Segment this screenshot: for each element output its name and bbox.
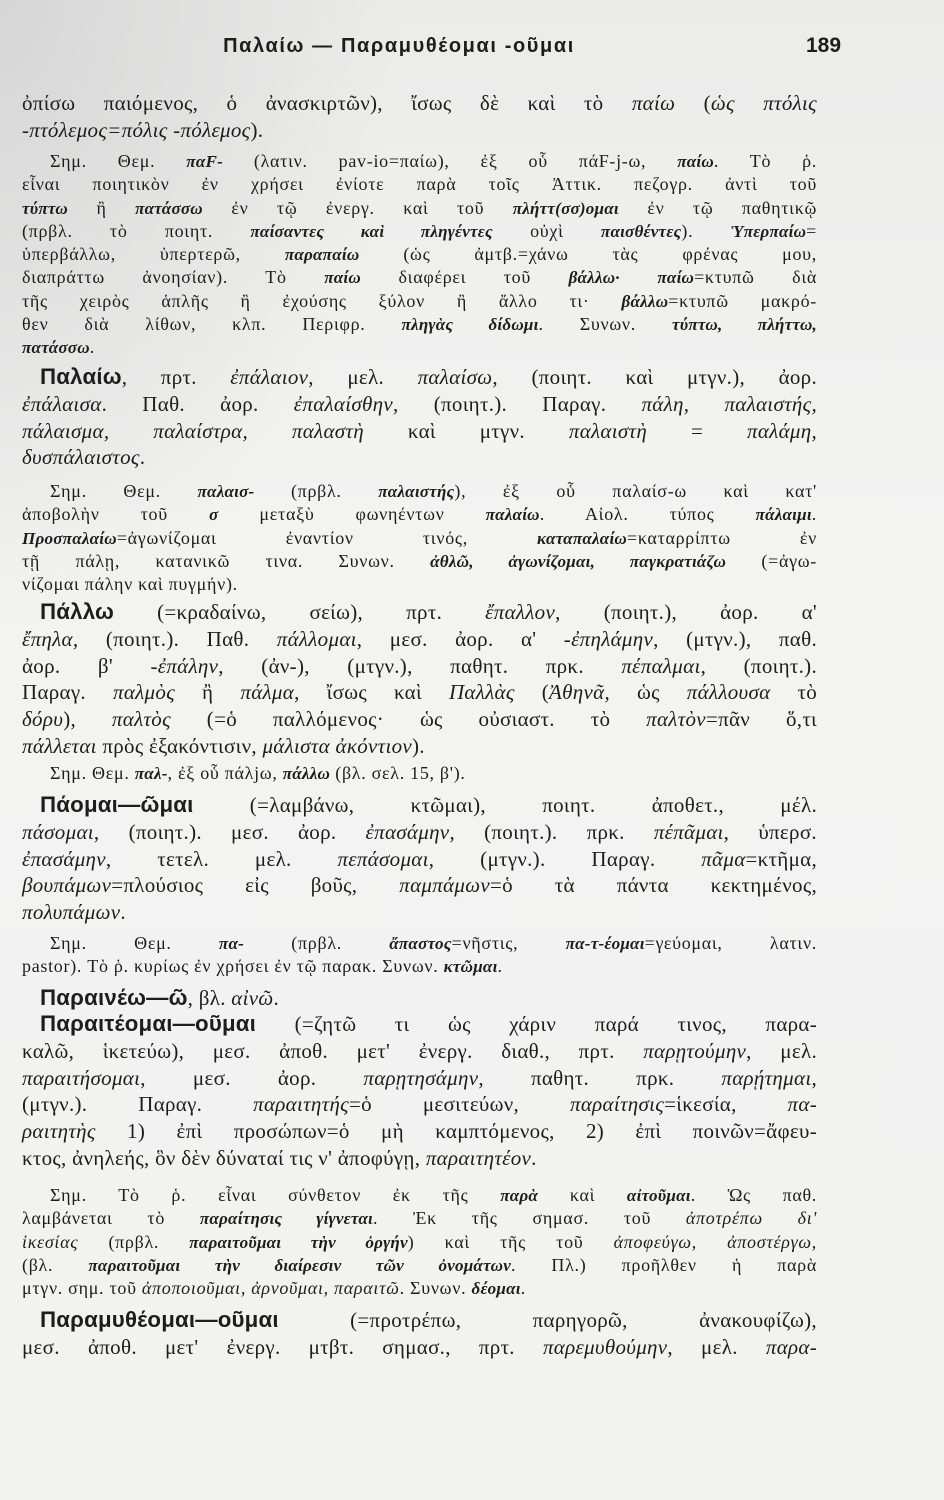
- text-run: (βλ. σελ. 15, β').: [330, 763, 466, 783]
- cited-form: παισθέντες: [600, 221, 682, 241]
- text-run: , (ποιητ.), ἀορ. α': [555, 600, 817, 624]
- italic-form: δόρυ: [22, 707, 64, 732]
- text-run: , (ποιητ.). μεσ. ἀορ.: [93, 819, 366, 844]
- text-line: [22, 846, 817, 873]
- cited-form: βάλλω: [621, 291, 669, 311]
- text-run: ).: [681, 220, 731, 241]
- text-run: οὐχὶ: [492, 220, 601, 241]
- italic-form: δυσπάλαιστος: [22, 445, 140, 470]
- italic-form: παραιτήσομαι: [22, 1065, 141, 1090]
- cited-form: πα-τ-έομαι: [565, 934, 645, 953]
- text-run: . Συνων.: [399, 1278, 472, 1299]
- text-line: [22, 1145, 817, 1172]
- italic-form: παρῃτησάμην: [363, 1065, 479, 1090]
- text-line: [22, 117, 817, 144]
- text-line: [22, 1091, 817, 1118]
- text-run: . Παθ. ἀορ.: [101, 391, 294, 416]
- text-run: Σημ. Θεμ.: [50, 933, 219, 953]
- italic-form: παρα-: [765, 1334, 818, 1359]
- headword: Πάλλω: [40, 599, 115, 624]
- text-run: . Πλ.) προῆλθεν ἡ παρὰ: [510, 1254, 817, 1275]
- text-run: , ἴσως καὶ: [294, 680, 449, 705]
- text-line: [22, 336, 817, 359]
- text-run: ὑπερβάλλω, ὑπερτερῶ,: [22, 244, 285, 265]
- cited-form: κτῶμαι: [443, 957, 498, 977]
- cited-form: πατάσσω: [135, 198, 203, 218]
- text-run: (πρβλ. τὸ ποιητ.: [22, 220, 251, 241]
- text-run: .: [520, 1278, 526, 1299]
- text-run: Σημ. Θεμ.: [50, 763, 135, 783]
- text-run: Σημ. Τὸ ῥ. εἶναι σύνθετον ἐκ τῆς: [50, 1185, 501, 1205]
- text-run: =ἀγωνίζομαι ἐναντίον τινός,: [116, 527, 538, 548]
- italic-form: πάλλουσα: [686, 680, 771, 705]
- cited-form: παραπαίω: [284, 245, 360, 265]
- text-run: . Ὡς παθ.: [690, 1185, 818, 1205]
- text-run: (λατιν. pav-io=παίω), ἐξ οὗ πάF-j-ω,: [222, 151, 678, 171]
- text-run: =ἱκεσία,: [664, 1092, 788, 1117]
- text-run: τῇ πάλῃ, κατανικῶ τινα. Συνων.: [22, 550, 431, 571]
- text-run: =ὁ μεσιτεύων,: [349, 1092, 570, 1117]
- text-line: [22, 573, 817, 596]
- cited-form: παλαιστής: [378, 482, 455, 501]
- text-run: ἀορ. β': [22, 653, 151, 678]
- text-run: , (ποιητ.).: [700, 653, 817, 678]
- cited-form: τύπτω: [22, 198, 68, 218]
- italic-form: παρῄτημαι: [721, 1065, 812, 1090]
- text-line: [22, 313, 817, 336]
- text-run: , μεσ. ἀορ. α': [356, 626, 564, 651]
- text-run: =: [806, 220, 817, 241]
- text-run: μτγν. σημ. τοῦ: [22, 1278, 142, 1299]
- text-run: . Ἐκ τῆς σημασ. τοῦ: [373, 1208, 686, 1229]
- text-run: =: [647, 418, 748, 443]
- italic-form: πολυπάμων: [22, 900, 121, 925]
- text-line: [22, 872, 817, 899]
- italic-form: μάλιστα ἀκόντιον: [262, 733, 413, 758]
- entry-paragraph: [22, 1011, 817, 1172]
- text-line: [22, 1011, 817, 1038]
- text-line: [22, 197, 817, 220]
- italic-form: παρεμυθούμην: [542, 1334, 668, 1359]
- text-run: μεταξὺ φωνηέντων: [218, 504, 486, 525]
- italic-form: ἀποφεύγω, ἀποστέργω,: [613, 1231, 817, 1252]
- cited-form: παίω: [657, 268, 695, 288]
- page-number: 189: [806, 34, 842, 57]
- text-run: καλῶ, ἱκετεύω), μεσ. ἀποθ. μετ' ἐνεργ. διαθ., πρτ.: [22, 1038, 644, 1063]
- text-run: εἶναι ποιητικὸν ἐν χρήσει ἐνίοτε παρὰ τοῖς Ἀττικ. πεζογρ. ἀντὶ τοῦ: [22, 174, 817, 195]
- text-run: τῆς χειρὸς ἁπλῆς ἢ ἐχούσης ξύλον ἢ ἄλλο τι·: [22, 290, 622, 311]
- text-run: , ὑπερσ.: [723, 819, 817, 844]
- text-line: [22, 792, 817, 819]
- italic-form: παλμὸς: [113, 680, 176, 705]
- text-run: Σημ. Θεμ.: [50, 151, 187, 171]
- text-line: [22, 1277, 817, 1300]
- text-run: νίζομαι πάλην καὶ πυγμήν).: [22, 574, 238, 595]
- text-line: [22, 418, 817, 445]
- italic-form: πεπάσομαι: [337, 846, 429, 871]
- text-run: διαφέρει τοῦ: [360, 267, 569, 288]
- text-line: [22, 599, 817, 626]
- text-run: ).: [412, 733, 425, 758]
- text-run: .: [531, 1145, 537, 1170]
- text-line: [22, 1065, 817, 1092]
- cited-form: βάλλω·: [568, 268, 620, 288]
- italic-form: πάσομαι: [22, 819, 94, 844]
- italic-form: πάλμα: [240, 680, 295, 705]
- text-run: =κτυπῶ μακρό-: [668, 290, 817, 311]
- text-run: , μεσ. ἀορ.: [140, 1065, 364, 1090]
- text-line: [22, 762, 817, 785]
- cited-form: παF-: [186, 152, 223, 171]
- italic-form: παρῃτούμην: [643, 1038, 747, 1063]
- text-run: , μελ.: [308, 365, 418, 389]
- italic-form: παλαιστὴ: [568, 418, 648, 443]
- italic-form: ἔπαλλον: [485, 600, 556, 624]
- headword: Παραινέω—ῶ: [40, 985, 188, 1010]
- text-run: .: [120, 900, 126, 925]
- text-run: pastor). Τὸ ῥ. κυρίως ἐν χρήσει ἐν τῷ παρακ. Συνων.: [22, 956, 444, 977]
- italic-form: ἐπασάμην: [365, 819, 450, 844]
- text-run: (πρβλ.: [244, 933, 390, 953]
- text-body: [22, 0, 817, 1480]
- cited-form: ἀθλῶ, ἀγωνίζομαι, παγκρατιάζω: [430, 551, 727, 571]
- text-run: (πρβλ.: [78, 1231, 190, 1252]
- cited-form: πλήττ(σσ)ομαι: [512, 198, 619, 218]
- cited-form: παίω: [677, 152, 714, 171]
- cited-form: παλαισ-: [197, 482, 255, 501]
- text-line: [22, 1254, 817, 1277]
- text-run: .: [811, 504, 817, 525]
- text-run: (=ἀγω-: [726, 550, 817, 571]
- text-line: [22, 932, 817, 955]
- cited-form: πατάσσω: [22, 338, 90, 358]
- cited-form: ἄπαστος: [389, 934, 452, 953]
- text-run: .: [497, 956, 503, 977]
- text-line: [22, 90, 817, 117]
- text-run: =ὁ τὰ πάντα κεκτημένος,: [489, 873, 817, 898]
- text-line: [22, 243, 817, 266]
- headword: Παραιτέομαι—οῦμαι: [40, 1011, 257, 1036]
- text-line: [22, 899, 817, 926]
- text-run: (=ζητῶ τι ὡς χάριν παρά τινος, παρα-: [256, 1012, 817, 1036]
- cited-form: πάλαιμι: [755, 505, 812, 525]
- text-run: ἢ: [175, 680, 241, 705]
- cited-form: παραιτοῦμαι τὴν ὀργήν: [189, 1232, 408, 1252]
- entry-paragraph: [22, 1307, 817, 1361]
- italic-form: πᾶμα: [701, 846, 746, 871]
- text-line: [22, 1184, 817, 1207]
- text-line: [22, 391, 817, 418]
- italic-form: ραιτητὴς: [22, 1119, 96, 1144]
- italic-form: παραιτητέον: [425, 1145, 532, 1170]
- italic-form: πα-: [787, 1092, 817, 1117]
- text-run: .: [139, 445, 146, 470]
- italic-form: ἐπασάμην: [22, 846, 106, 871]
- text-run: , παθητ. πρκ.: [478, 1065, 722, 1090]
- text-run: ),: [63, 707, 112, 732]
- cited-form: παλ-: [134, 764, 168, 783]
- italic-form: -ἐπάλην: [150, 653, 219, 678]
- text-run: . Αἰολ. τύπος: [539, 504, 756, 525]
- text-run: , (ἀν-), (μτγν.), παθητ. πρκ.: [218, 653, 622, 678]
- text-run: ἐν τῷ ἐνεργ. καὶ τοῦ: [202, 197, 513, 218]
- cited-form: παλαίω: [485, 505, 540, 525]
- text-line: [22, 1207, 817, 1230]
- italic-form: παλάμη,: [747, 418, 818, 443]
- text-run: =κτῆμα,: [745, 846, 817, 871]
- text-run: =καταρρίπτω ἐν: [626, 527, 818, 548]
- text-line: [22, 444, 817, 471]
- italic-form: πέπᾶμαι: [653, 819, 724, 844]
- cited-form: παίσαντες καὶ πληγέντες: [250, 221, 493, 241]
- text-run: , (ποιητ.). Παραγ.: [392, 391, 642, 416]
- running-title: Παλαίω — Παραμυθέομαι -οῦμαι: [223, 35, 575, 57]
- text-run: καὶ μτγν.: [363, 418, 569, 443]
- text-run: , (ποιητ.). πρκ.: [449, 819, 654, 844]
- text-run: (=ὁ παλλόμενος· ὡς οὐσιαστ. τὸ: [170, 707, 647, 732]
- italic-form: πάλλομαι: [276, 626, 357, 651]
- text-run: [620, 267, 658, 287]
- headword: Παλαίω: [40, 364, 122, 389]
- text-run: , (ποιητ. καὶ μτγν.), ἀορ.: [492, 365, 818, 389]
- italic-form: -πτόλεμος=πόλις -πόλεμος: [22, 117, 251, 142]
- text-run: (: [675, 91, 711, 115]
- text-run: (ὡς ἀμτβ.=χάνω τὰς φρένας μου,: [359, 244, 817, 265]
- text-line: [22, 1334, 817, 1361]
- italic-form: ἐπαλαίσθην: [293, 391, 393, 416]
- headword: Παραμυθέομαι—οῦμαι: [40, 1307, 279, 1332]
- cited-form: αἰτοῦμαι: [626, 1186, 691, 1205]
- note-paragraph: [22, 932, 817, 979]
- text-line: [22, 480, 817, 503]
- text-line: [22, 626, 817, 653]
- cited-form: παραιτοῦμαι τὴν διαίρεσιν τῶν ὀνομάτων: [88, 1255, 511, 1275]
- text-run: κτος, ἀνηλεής, ὃν δὲν δύναταί τις ν' ἀποφύγῃ,: [22, 1145, 426, 1170]
- text-line: [22, 706, 817, 733]
- headword: Πάομαι—ῶμαι: [40, 792, 194, 817]
- text-run: ), ἐξ οὗ παλαίσ-ω καὶ κατ': [454, 481, 817, 501]
- italic-form: βουπάμων: [22, 873, 112, 898]
- text-line: [22, 955, 817, 978]
- italic-form: παίω: [631, 91, 676, 115]
- italic-form: ὡς πτόλις: [710, 91, 817, 115]
- italic-form: παλτὸς: [111, 707, 171, 732]
- note-paragraph: [22, 1184, 817, 1300]
- note-paragraph: [22, 480, 817, 596]
- cited-form: σ: [208, 505, 219, 525]
- text-run: πρὸς ἐξακόντισιν,: [96, 733, 263, 758]
- text-run: (μτγν.). Παραγ.: [22, 1092, 254, 1117]
- text-run: =πᾶν ὅ,τι: [705, 707, 818, 732]
- text-run: τὸ: [770, 680, 818, 705]
- note-paragraph: [22, 150, 817, 360]
- text-run: μεσ. ἀποθ. μετ' ἐνεργ. μτβτ. σημασ., πρτ.: [22, 1334, 543, 1359]
- text-line: [22, 679, 817, 706]
- text-run: .: [273, 986, 280, 1010]
- text-line: [22, 550, 817, 573]
- cited-form: Ὑπερπαίω: [730, 221, 807, 241]
- text-line: [22, 1231, 817, 1254]
- text-run: =νῆστις,: [451, 933, 566, 953]
- text-run: , ὡς: [604, 680, 687, 705]
- cited-form: πα-: [218, 934, 245, 953]
- entry-paragraph: [22, 792, 817, 926]
- continuation-paragraph: [22, 90, 817, 144]
- text-line: [22, 985, 817, 1012]
- entry-paragraph: [22, 599, 817, 760]
- text-line: [22, 819, 817, 846]
- note-paragraph: [22, 762, 817, 785]
- italic-form: πάλη, παλαιστής,: [641, 391, 818, 416]
- text-line: [22, 173, 817, 196]
- italic-form: πάλαισμα, παλαίστρα, παλαστὴ: [22, 418, 364, 443]
- italic-form: παλαίσω: [417, 365, 493, 389]
- text-line: [22, 503, 817, 526]
- cited-form: καταπαλαίω: [537, 528, 627, 548]
- italic-form: πάλλεται: [22, 733, 97, 758]
- text-run: ἢ: [68, 197, 136, 218]
- text-run: καὶ: [538, 1185, 627, 1205]
- italic-form: παλτὸν: [646, 707, 706, 732]
- text-run: , βλ.: [187, 986, 232, 1010]
- cited-form: πάλλω: [282, 764, 331, 783]
- text-line: [22, 220, 817, 243]
- text-line: [22, 653, 817, 680]
- text-run: ,: [811, 1065, 818, 1090]
- italic-form: ἔπηλα: [22, 626, 73, 651]
- text-run: =γεύομαι, λατιν.: [644, 933, 817, 953]
- text-run: ) καὶ τῆς τοῦ: [407, 1231, 614, 1252]
- text-run: Παραγ.: [22, 680, 114, 705]
- text-run: ).: [250, 117, 264, 142]
- text-run: , (μτγν.), παθ.: [653, 626, 817, 651]
- text-run: . Συνων.: [538, 314, 672, 335]
- text-run: 1) ἐπὶ προσώπων=ὁ μὴ καμπτόμενος, 2) ἐπὶ ποινῶν=ἄφευ-: [95, 1119, 817, 1144]
- cited-form: τύπτω, πλήττω,: [671, 315, 817, 335]
- italic-form: ἐπάλαιον: [230, 365, 309, 389]
- text-run: λαμβάνεται τὸ: [22, 1208, 200, 1229]
- text-line: [22, 1038, 817, 1065]
- italic-form: ἐπάλαισα: [22, 391, 102, 416]
- entry-paragraph: [22, 985, 817, 1012]
- text-run: (πρβλ.: [254, 481, 379, 501]
- italic-form: ἱκεσίας: [22, 1231, 79, 1252]
- cited-form: παρὰ: [500, 1186, 539, 1205]
- text-run: , (μτγν.). Παραγ.: [428, 846, 702, 871]
- text-run: , μελ.: [667, 1334, 766, 1359]
- text-run: , μελ.: [746, 1038, 817, 1063]
- text-run: Σημ. Θεμ.: [50, 481, 198, 501]
- text-run: .: [89, 337, 95, 358]
- text-run: θεν διὰ λίθων, κλπ. Περιφρ.: [22, 314, 402, 335]
- text-run: , πρτ.: [121, 365, 231, 389]
- entry-paragraph: [22, 364, 817, 471]
- text-run: ἐν τῷ παθητικῷ: [618, 197, 818, 218]
- cited-form: Προσπαλαίω: [22, 528, 117, 548]
- italic-form: παμπάμων: [399, 873, 490, 898]
- text-line: [22, 1118, 817, 1145]
- text-run: ὀπίσω παιόμενος, ὁ ἀνασκιρτῶν), ἴσως δὲ καὶ τὸ: [22, 91, 632, 115]
- text-line: [22, 150, 817, 173]
- italic-form: ἀποποιοῦμαι, ἀρνοῦμαι, παραιτῶ: [141, 1278, 400, 1299]
- cited-form: δέομαι: [471, 1279, 521, 1299]
- italic-form: -ἐπηλάμην: [563, 626, 654, 651]
- text-run: , (ποιητ.). Παθ.: [72, 626, 277, 651]
- text-line: [22, 364, 817, 391]
- text-line: [22, 266, 817, 289]
- text-run: (=λαμβάνω, κτῶμαι), ποιητ. ἀποθετ., μέλ.: [193, 793, 817, 817]
- text-line: [22, 733, 817, 760]
- text-run: διαπράττω ἀνοησίαν). Τὸ: [22, 267, 325, 288]
- italic-form: παραιτητής: [253, 1092, 349, 1117]
- italic-form: παραίτησις: [570, 1092, 665, 1117]
- cited-form: πληγὰς δίδωμι: [401, 315, 539, 335]
- text-run: (=κραδαίνω, σείω), πρτ.: [114, 600, 486, 624]
- text-line: [22, 527, 817, 550]
- cited-form: παραίτησις γίγνεται: [199, 1209, 374, 1229]
- italic-form: πέπαλμαι: [621, 653, 701, 678]
- text-run: (βλ.: [22, 1254, 89, 1275]
- text-run: , τετελ. μελ.: [105, 846, 338, 871]
- italic-form: Παλλὰς: [448, 680, 515, 705]
- text-line: [22, 290, 817, 313]
- cited-form: παίω: [324, 268, 361, 288]
- italic-form: αἰνῶ: [231, 986, 274, 1010]
- text-run: =κτυπῶ διὰ: [694, 267, 817, 288]
- text-line: [22, 1307, 817, 1334]
- text-run: (=προτρέπω, παρηγορῶ, ἀνακουφίζω),: [278, 1308, 817, 1332]
- text-run: . Τὸ ῥ.: [713, 151, 817, 171]
- italic-form: ἀποτρέπω δι': [685, 1208, 817, 1229]
- text-run: (: [514, 680, 550, 705]
- text-run: , ἐξ οὗ πάλjω,: [167, 763, 283, 783]
- text-run: =πλούσιος εἰς βοῦς,: [111, 873, 400, 898]
- text-run: ἀποβολὴν τοῦ: [22, 504, 209, 525]
- italic-form: Ἀθηνᾶ: [549, 680, 605, 705]
